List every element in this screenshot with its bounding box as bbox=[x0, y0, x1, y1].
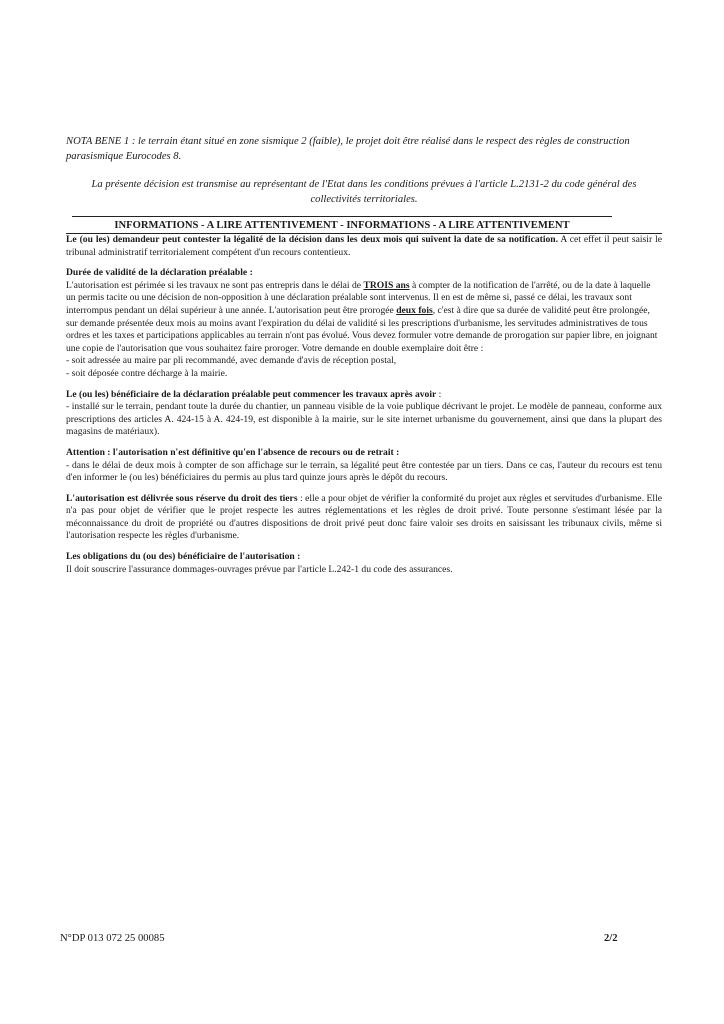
third-party-bold: L'autorisation est délivrée sous réserve du droit des tiers bbox=[66, 492, 298, 504]
validity-section bbox=[66, 267, 662, 380]
validity-item-recommande: - soit adressée au maire par pli recommandé, avec demande d'avis de réception postal, bbox=[66, 355, 397, 367]
validity-text-3: , c'est à dire que sa durée de validité peut être prolongée, sur demande présentée deux mois au moins avant l'expiration du délai de validité si les prescriptions d'urbanisme, les servitudes administratives de tous ordres et les taxes et participations applicables au terrain n'ont pas évolué. Vous devez formuler votre demande de prorogation sur papier libre, en joignant une copie de l'autorisation que vous souhaitez faire proroger. Votre demande en double exemplaire doit être : bbox=[66, 304, 658, 354]
validity-item-decharge: - soit déposée contre décharge à la mairie. bbox=[66, 367, 228, 379]
page-number: 2/2 bbox=[604, 933, 618, 944]
document-reference: N°DP 013 072 25 00085 bbox=[60, 933, 165, 944]
contest-text: A cet effet il peut saisir le tribunal administratif territorialement compétent d'un recours contentieux. bbox=[66, 234, 662, 258]
validity-heading: Durée de validité de la déclaration préalable : bbox=[66, 267, 253, 279]
obligations-section bbox=[66, 551, 662, 576]
works-heading: Le (ou les) bénéficiaire de la déclaration préalable peut commencer les travaux après avoir bbox=[66, 388, 437, 400]
obligations-text: Il doit souscrire l'assurance dommages-ouvrages prévue par l'article L.242-1 du code des assurances. bbox=[66, 563, 453, 575]
validity-text-1: L'autorisation est périmée si les travaux ne sont pas entrepris dans le délai de bbox=[66, 279, 364, 291]
validity-text-2: à compter de la notification de l'arrêté, ou de la date à laquelle un permis tacite ou une décision de non-opposition à une déclaration préalable sont intervenus. Il en est de même si, passé ce délai, les travaux sont interrompus pendant un délai supérieur à une année. L'autorisation peut être prorogée bbox=[66, 279, 651, 316]
obligations-heading: Les obligations du (ou des) bénéficiaire de l'autorisation : bbox=[66, 551, 301, 563]
information-body bbox=[66, 234, 662, 584]
third-party-text: : elle a pour objet de vérifier la conformité du projet aux règles et servitudes d'urbanisme. Elle n'a pas pour objet de vérifier que le projet respecte les autres réglementations et les règles de droit privé. Toute personne s'estimant lésée par la méconnaissance du droit de propriété ou d'autres dispositions de droit privé peut donc faire valoir ses droits en saisissant les tribunaux civils, même si l'autorisation respecte les règles d'urbanisme. bbox=[66, 492, 662, 542]
validity-deux-fois: deux fois bbox=[396, 304, 433, 316]
header-rule-top bbox=[72, 216, 612, 217]
works-text: - installé sur le terrain, pendant toute la durée du chantier, un panneau visible de la voie publique décrivant le projet. Le modèle de panneau, conforme aux prescriptions des articles A. 424-15 à A. 424-19, est disponible à la mairie, sur le site internet urbanisme du gouvernement, ainsi que dans la plupart des magasins de matériaux). bbox=[66, 401, 662, 438]
third-party-section bbox=[66, 493, 662, 543]
works-heading-suffix: : bbox=[436, 388, 442, 400]
validity-trois-ans: TROIS ans bbox=[363, 279, 410, 291]
attention-text: - dans le délai de deux mois à compter de son affichage sur le terrain, sa légalité peut être contestée par un tiers. Dans ce cas, l'auteur du recours est tenu d'en informer le (ou les) bénéficiaires du permis au plus tard quinze jours après le dépôt du recours. bbox=[66, 459, 662, 484]
contest-paragraph bbox=[66, 234, 662, 259]
attention-section bbox=[66, 447, 662, 485]
attention-heading: Attention : l'autorisation n'est définitive qu'en l'absence de recours ou de retrait : bbox=[66, 446, 400, 458]
contest-bold: Le (ou les) demandeur peut contester la légalité de la décision dans les deux mois qui suivent la date de sa notification. bbox=[66, 234, 559, 245]
transmission-notice: La présente décision est transmise au représentant de l'Etat dans les conditions prévues à l'article L.2131-2 du code général des collectivités territoriales. bbox=[91, 179, 637, 205]
nota-bene: NOTA BENE 1 : le terrain étant situé en zone sismique 2 (faible), le projet doit être réalisé dans le respect des règles de construction parasismique Eurocodes 8. bbox=[66, 136, 630, 162]
information-header: INFORMATIONS - A LIRE ATTENTIVEMENT - INFORMATIONS - A LIRE ATTENTIVEMENT bbox=[114, 220, 570, 231]
works-section bbox=[66, 389, 662, 439]
